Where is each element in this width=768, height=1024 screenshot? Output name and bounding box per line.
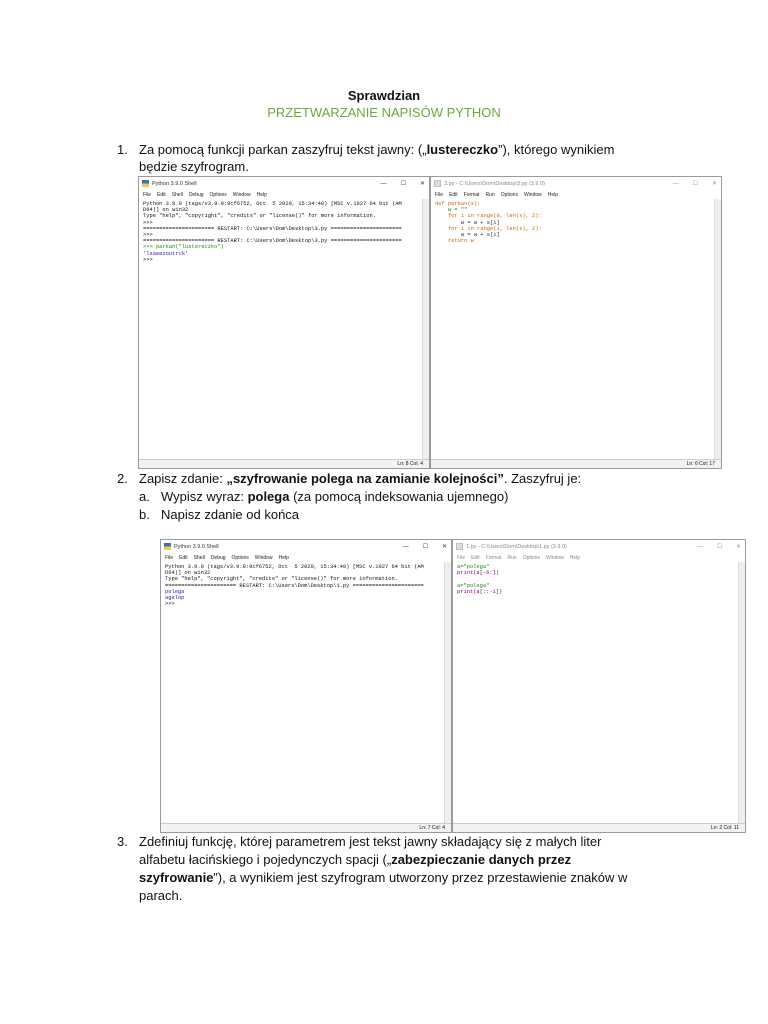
task-3-line-4: parach.	[139, 888, 183, 903]
maximize-icon[interactable]: ☐	[692, 181, 698, 187]
idle-shell-window-2	[160, 539, 452, 833]
minimize-icon[interactable]: —	[380, 180, 387, 187]
shell-title-1: Python 3.9.0 Shell	[152, 180, 197, 187]
shell-titlebar-1	[139, 177, 429, 190]
menu-options[interactable]: Options	[500, 191, 518, 198]
shell-titlebar-2	[161, 540, 451, 553]
python-icon	[142, 180, 149, 187]
menu-shell[interactable]: Shell	[193, 554, 205, 561]
shell-title-2: Python 3.9.0 Shell	[174, 543, 219, 550]
editor-code-1[interactable]: def parkan(s): w = "" for i in range(0, len(s), 2): w = w + s[i] for i in range(1, len(s), 2): w = w + s[i] return w	[435, 201, 542, 245]
task-3	[117, 833, 697, 905]
menu-file[interactable]: File	[165, 554, 174, 561]
idle-editor-window-1	[430, 176, 722, 469]
maximize-icon[interactable]: ☐	[400, 181, 406, 187]
task-3-phrase-start: zabezpieczanie danych przez	[391, 852, 572, 867]
task-2-line-1: Zapisz zdanie: „szyfrowanie polega na zamianie kolejności”. Zaszyfruj je:	[139, 471, 582, 486]
editor-statusbar-2: Ln: 2 Col: 11	[453, 823, 745, 832]
menu-run[interactable]: Run	[485, 191, 495, 198]
task-1-line-1: Za pomocą funkcji parkan zaszyfruj tekst jawny: („lustereczko”), którego wynikiem	[139, 142, 615, 157]
menu-format[interactable]: Format	[463, 191, 480, 198]
menu-options[interactable]: Options	[209, 191, 227, 198]
menu-help[interactable]: Help	[547, 191, 559, 198]
editor-statusbar-1: Ln: 6 Col: 17	[431, 459, 721, 468]
task-3-line-3: szyfrowanie”), a wynikiem jest szyfrogram utworzony przez przestawienie znaków w	[139, 870, 628, 885]
editor-scrollbar-2[interactable]	[738, 562, 745, 823]
menu-run[interactable]: Run	[507, 554, 517, 561]
task-2-number: 2.	[117, 471, 128, 486]
menu-help[interactable]: Help	[569, 554, 581, 561]
menu-window[interactable]: Window	[523, 191, 542, 198]
task-3-number: 3.	[117, 834, 128, 849]
task-2a-word: polega	[247, 489, 290, 504]
document-title: Sprawdzian	[347, 88, 421, 103]
menu-help[interactable]: Help	[256, 191, 267, 198]
minimize-icon[interactable]: —	[672, 180, 679, 187]
python-icon	[164, 543, 171, 550]
menu-debug[interactable]: Debug	[188, 191, 204, 198]
menu-format[interactable]: Format	[485, 554, 502, 561]
task-3-line-2: alfabetu łacińskiego i pojedynczych spacji („zabezpieczanie danych przez	[139, 852, 572, 867]
menu-options[interactable]: Options	[522, 554, 540, 561]
close-icon[interactable]: ✕	[735, 544, 741, 550]
task-2	[117, 470, 677, 524]
editor-scrollbar-1[interactable]	[714, 199, 721, 459]
task-1	[117, 141, 677, 177]
task-2b: b. Napisz zdanie od końca	[139, 507, 300, 522]
menu-window[interactable]: Window	[232, 191, 251, 198]
menu-debug[interactable]: Debug	[210, 554, 226, 561]
editor-menubar-2	[453, 553, 745, 562]
menu-file[interactable]: File	[435, 191, 444, 198]
menu-window[interactable]: Window	[254, 554, 273, 561]
task-2-sentence: „szyfrowanie polega na zamianie kolejności”	[226, 471, 504, 486]
task-2a: a. Wypisz wyraz: polega (za pomocą indeksowania ujemnego)	[139, 489, 509, 504]
task-3-phrase-end: szyfrowanie	[139, 870, 214, 885]
close-icon[interactable]: ✕	[711, 181, 717, 187]
shell-menubar-1	[139, 190, 429, 199]
minimize-icon[interactable]: —	[696, 543, 703, 550]
close-icon[interactable]: ✕	[441, 544, 447, 550]
shell-menubar-2	[161, 553, 451, 562]
menu-options[interactable]: Options	[231, 554, 249, 561]
shell-scrollbar-2[interactable]	[444, 562, 451, 823]
menu-edit[interactable]: Edit	[157, 191, 166, 198]
menu-file[interactable]: File	[143, 191, 152, 198]
task-3-line-1: Zdefiniuj funkcję, której parametrem jest tekst jawny składający się z małych liter	[139, 834, 602, 849]
menu-edit[interactable]: Edit	[179, 554, 188, 561]
close-icon[interactable]: ✕	[419, 181, 425, 187]
maximize-icon[interactable]: ☐	[716, 544, 722, 550]
python-file-icon	[434, 180, 441, 187]
editor-menubar-1	[431, 190, 721, 199]
menu-help[interactable]: Help	[278, 554, 289, 561]
shell-output-1[interactable]: Python 3.9.0 (tags/v3.9.0:9cf6752, Oct 5 2020, 15:34:40) [MSC v.1927 64 bit (AM D64)] on win32 Type "help", "copyright", "credits" or "license()" for more information. >>> ====================== RESTART: C:\Users\Dom\Desktop\3.py ====================== >>> ====================== RESTART: C:\Users\Dom\Desktop\3.py ====================== >>> parkan("lustereczko") 'lsaeezoutrck' >>>	[143, 201, 402, 263]
menu-edit[interactable]: Edit	[449, 191, 458, 198]
python-file-icon	[456, 543, 463, 550]
editor-title-2: 1.py - C:\Users\Dom\Desktop\1.py (3.9.0)	[466, 543, 567, 550]
menu-edit[interactable]: Edit	[471, 554, 480, 561]
idle-editor-window-2	[452, 539, 746, 833]
editor-title-1: 3.py - C:\Users\Dom\Desktop\3.py (3.9.0)	[444, 180, 545, 187]
editor-titlebar-2	[453, 540, 745, 553]
task-1-number: 1.	[117, 142, 128, 157]
editor-code-2[interactable]: a="polega" print(a[-6:]) a="polega" print(a[::-1])	[457, 564, 503, 595]
shell-output-2[interactable]: Python 3.9.0 (tags/v3.9.0:9cf6752, Oct 5 2020, 15:34:40) [MSC v.1927 64 bit (AM D64)] on win32 Type "help", "copyright", "credits" or "license()" for more information. ====================== RESTART: C:\Users\Dom\Desktop\1.py ====================== polega agelop >>>	[165, 564, 424, 608]
shell-scrollbar-1[interactable]	[422, 199, 429, 459]
editor-titlebar-1	[431, 177, 721, 190]
menu-file[interactable]: File	[457, 554, 466, 561]
shell-statusbar-2: Ln: 7 Col: 4	[161, 823, 451, 832]
task-1-line-2: będzie szyfrogram.	[139, 159, 249, 174]
idle-shell-window-1	[138, 176, 430, 469]
shell-statusbar-1: Ln: 8 Col: 4	[139, 459, 429, 468]
menu-shell[interactable]: Shell	[171, 191, 183, 198]
document-subtitle: PRZETWARZANIE NAPISÓW PYTHON	[267, 105, 501, 120]
maximize-icon[interactable]: ☐	[422, 544, 428, 550]
task-1-keyword: lustereczko	[426, 142, 499, 157]
menu-window[interactable]: Window	[545, 554, 564, 561]
minimize-icon[interactable]: —	[402, 543, 409, 550]
